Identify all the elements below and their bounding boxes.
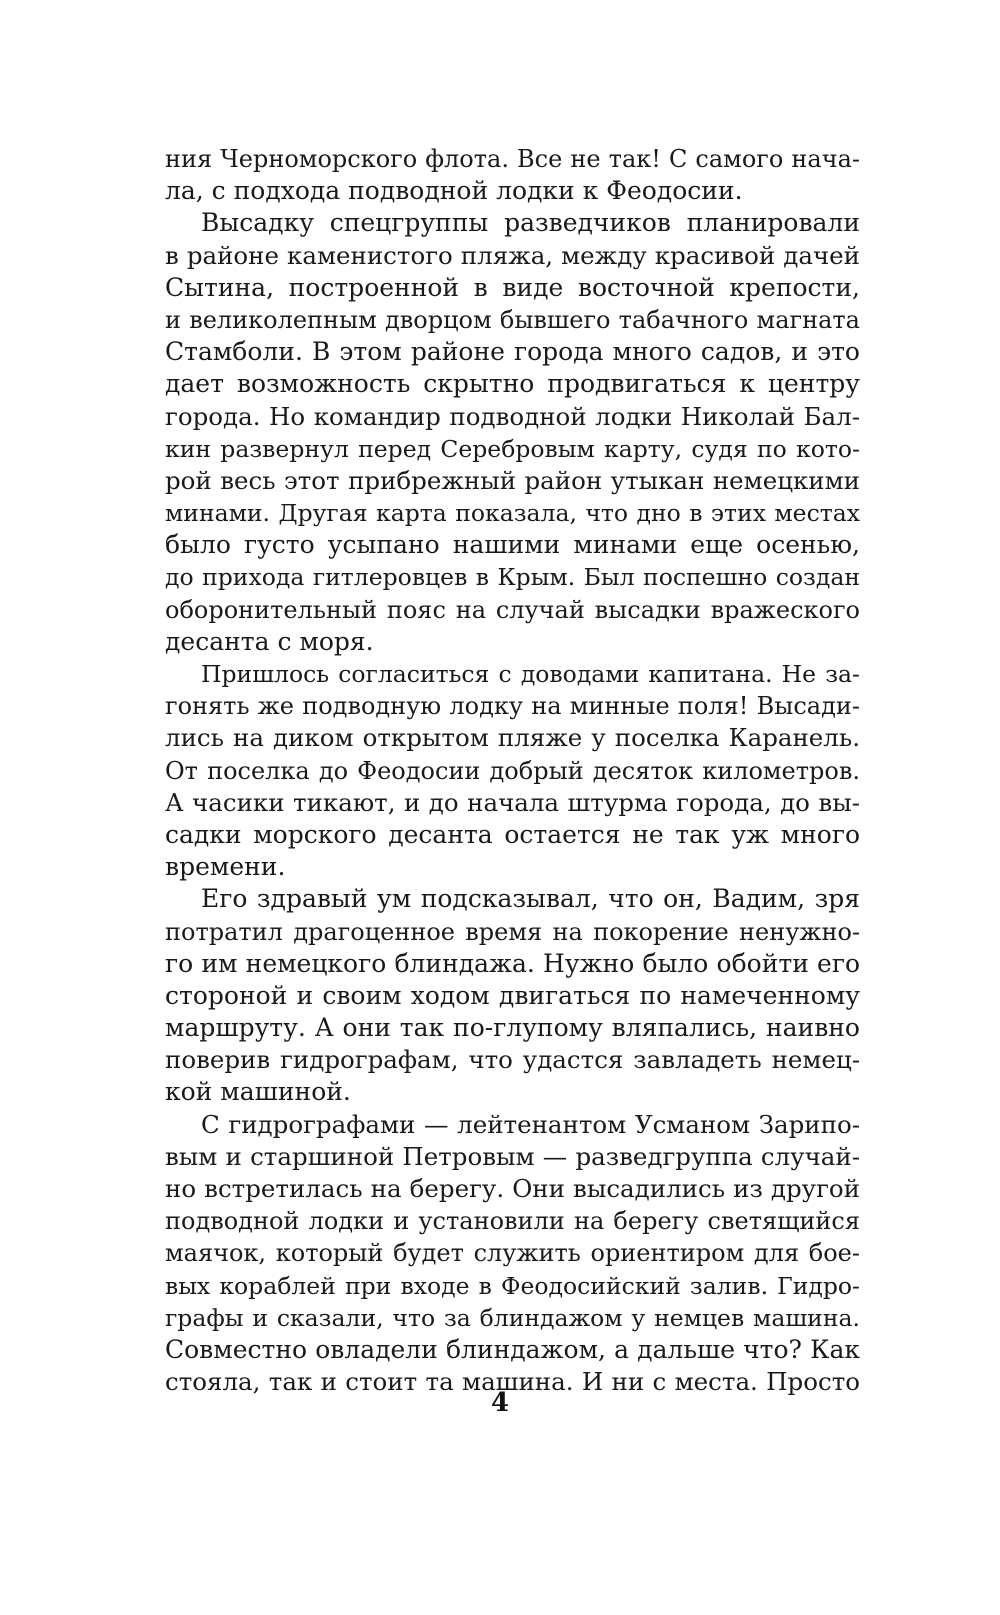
text-line: оборонительный пояс на случай высадки вражеского [165,595,860,624]
text-line: поверив гидрографам, что удастся завладеть немец- [165,1045,860,1075]
text-line: потратил драгоценное время на покорение ненужно- [165,917,860,946]
text-line: кин развернул перед Серебровым карту, судя по кото- [165,434,860,463]
text-line: кой машиной. [165,1077,351,1107]
text-line: города. Но командир подводной лодки Николай Бал- [165,401,860,431]
text-line: ла, с подхода подводной лодки к Феодосии. [165,176,743,206]
text-line: было густо усыпано нашими минами еще осенью, [165,530,860,560]
text-line: маршруту. А они так по-глупому вляпались, наивно [165,1013,860,1043]
text-line: Совместно овладели блиндажом, а дальше что? Как [165,1334,860,1364]
text-line: С гидрографами — лейтенантом Усманом Зарипо- [201,1109,860,1139]
text-line: Стамболи. В этом районе города много садов, и это [165,337,860,367]
text-line: стороной и своим ходом двигаться по намеченному [165,980,860,1010]
page-number: 4 [490,1388,510,1418]
text-line: маячок, который будет служить ориентиром для бое- [165,1239,860,1268]
text-line: Высадку спецгруппы разведчиков планировали [201,208,860,238]
text-line: Сытина, построенной в виде восточной крепости, [165,272,860,302]
text-line: ния Черноморского флота. Все не так! С самого нача- [165,145,860,173]
text-line: Его здравый ум подсказывал, что он, Вадим, зря [201,884,860,914]
text-line: го им немецкого блиндажа. Нужно было обойти его [165,948,860,978]
text-line: Пришлось согласиться с доводами капитана. Не за- [201,660,860,688]
text-line: садки морского десанта остается не так уж много [165,819,860,849]
text-line: подводной лодки и установили на берегу светящийся [165,1207,860,1236]
text-line: лись на диком открытом пляже у поселка Каранель. [165,723,860,753]
body-text [165,143,860,1398]
text-line: вых кораблей при входе в Феодосийский залив. Гидро- [165,1271,860,1300]
text-line: От поселка до Феодосии добрый десяток километров. [165,756,860,785]
text-line: стояла, так и стоит та машина. И ни с места. Просто [165,1367,860,1397]
text-line: вым и старшиной Петровым — разведгруппа случай- [165,1141,860,1171]
text-line: но встретилась на берегу. Они высадились из другой [165,1174,860,1203]
text-line: до прихода гитлеровцев в Крым. Был поспешно создан [165,563,860,592]
text-line: графы и сказали, что за блиндажом у немцев машина. [165,1303,860,1332]
text-line: рой весь этот прибрежный район утыкан немецкими [165,465,860,495]
text-line: дает возможность скрытно продвигаться к центру [165,369,860,399]
text-line: и великолепным дворцом бывшего табачного магната [165,305,860,334]
text-line: минами. Другая карта показала, что дно в этих местах [165,499,860,528]
text-line: гонять же подводную лодку на минные поля! Высади- [165,692,860,721]
text-line: десанта с моря. [165,626,374,656]
text-line: в районе каменистого пляжа, между красивой дачей [165,240,860,270]
text-line: А часики тикают, и до начала штурма города, до вы- [165,787,860,817]
text-line: времени. [165,852,286,882]
